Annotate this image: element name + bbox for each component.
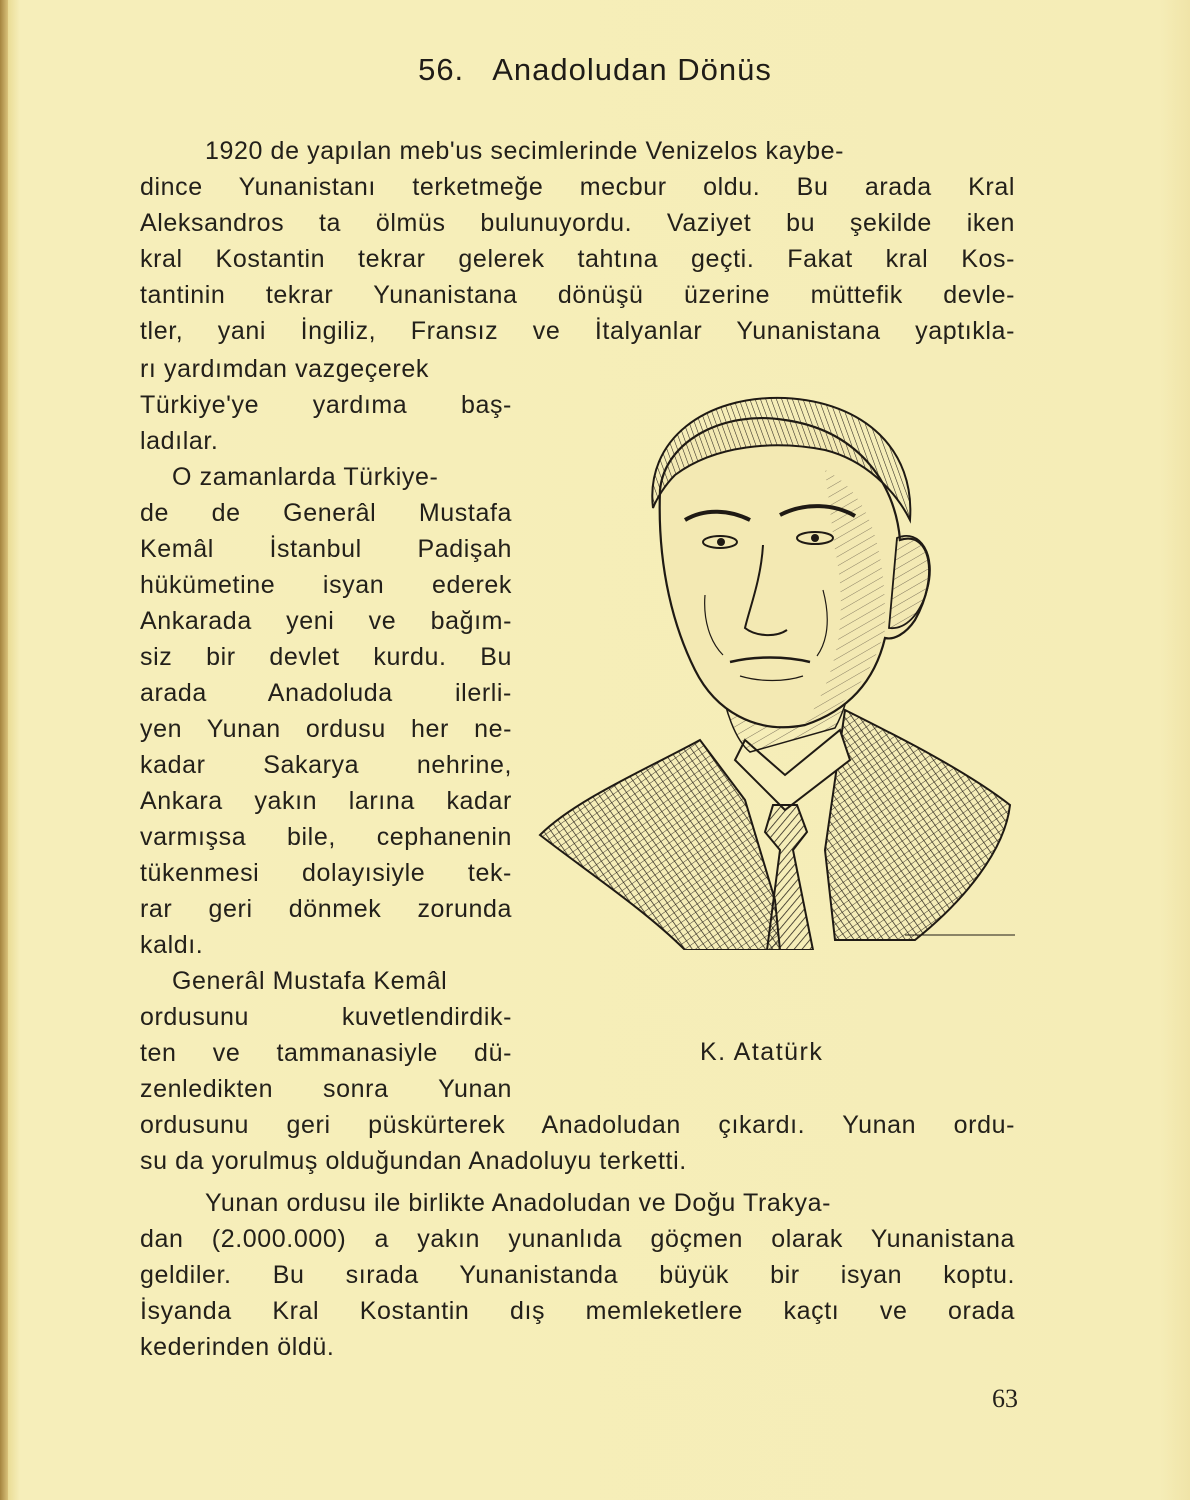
text-line: kadar Sakarya nehrine, [140, 751, 512, 779]
text-line: ordusunu geri püskürterek Anadoludan çıkardı. Yunan ordu- [140, 1111, 1015, 1139]
text-line: siz bir devlet kurdu. Bu [140, 643, 512, 671]
text-line: Ankarada yeni ve bağım- [140, 607, 512, 635]
text-line: Yunan ordusu ile birlikte Anadoludan ve Doğu Trakya- [205, 1189, 832, 1217]
text-line: rar geri dönmek zorunda [140, 895, 512, 923]
portrait-engraving [535, 380, 1025, 950]
text-line: geldiler. Bu sırada Yunanistanda büyük bir isyan koptu. [140, 1261, 1015, 1289]
text-line: yen Yunan ordusu her ne- [140, 715, 512, 743]
text-line: ordusunu kuvetlendirdik- [140, 1003, 512, 1031]
page-spine [0, 0, 8, 1500]
text-line: rı yardımdan vazgeçerek [140, 355, 429, 383]
text-line: arada Anadoluda ilerli- [140, 679, 512, 707]
text-line: 1920 de yapılan meb'us secimlerinde Venizelos kaybe- [205, 137, 845, 165]
text-line: İsyanda Kral Kostantin dış memleketlere kaçtı ve orada [140, 1297, 1015, 1325]
text-line: dince Yunanistanı terketmeğe mecbur oldu. Bu arada Kral [140, 173, 1015, 201]
text-line: ladılar. [140, 427, 219, 455]
section-title: Anadoludan Dönüs [492, 52, 772, 87]
text-line: tükenmesi dolayısiyle tek- [140, 859, 512, 887]
text-line: dan (2.000.000) a yakın yunanlıda göçmen olarak Yunanistana [140, 1225, 1015, 1253]
text-line: Kemâl İstanbul Padişah [140, 535, 512, 563]
text-line: Aleksandros ta ölmüs bulunuyordu. Vaziyet bu şekilde iken [140, 209, 1015, 237]
text-line: kaldı. [140, 931, 204, 959]
text-line: kral Kostantin tekrar gelerek tahtına geçti. Fakat kral Kos- [140, 245, 1015, 273]
text-line: de de Generâl Mustafa [140, 499, 512, 527]
text-line: zenledikten sonra Yunan [140, 1075, 512, 1103]
section-number: 56. [418, 52, 465, 87]
portrait-caption: K. Atatürk [700, 1038, 824, 1066]
text-line: su da yorulmuş olduğundan Anadoluyu terketti. [140, 1147, 687, 1175]
text-line: Ankara yakın larına kadar [140, 787, 512, 815]
text-line: kederinden öldü. [140, 1333, 335, 1361]
text-line: tler, yani İngiliz, Fransız ve İtalyanlar Yunanistana yaptıkla- [140, 317, 1015, 345]
page-number: 63 [992, 1384, 1018, 1413]
text-line: Türkiye'ye yardıma baş- [140, 391, 512, 419]
text-line: Generâl Mustafa Kemâl [172, 967, 448, 995]
text-line: tantinin tekrar Yunanistana dönüşü üzerine müttefik devle- [140, 281, 1015, 309]
text-line: hükümetine isyan ederek [140, 571, 512, 599]
text-line: varmışsa bile, cephanenin [140, 823, 512, 851]
text-line: ten ve tammanasiyle dü- [140, 1039, 512, 1067]
text-line: O zamanlarda Türkiye- [172, 463, 439, 491]
section-heading [0, 52, 1190, 88]
